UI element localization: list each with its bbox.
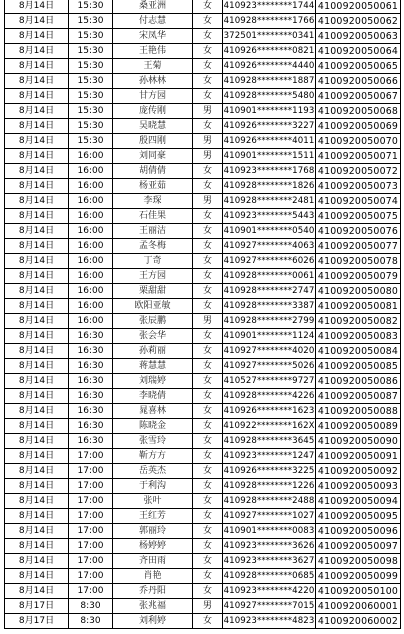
name-cell[interactable]: 杨婷婷: [113, 539, 193, 554]
date-cell[interactable]: 8月14日: [5, 569, 69, 584]
gender-cell[interactable]: 女: [193, 344, 223, 359]
time-cell[interactable]: 16:00: [69, 314, 113, 329]
ticket-number-cell[interactable]: 4100920050079: [316, 269, 401, 284]
ticket-number-cell[interactable]: 4100920050091: [316, 449, 401, 464]
table-row: [5, 164, 401, 179]
date-cell[interactable]: 8月14日: [5, 194, 69, 209]
ticket-number-cell[interactable]: 4100920050100: [316, 584, 401, 599]
table-row: [5, 14, 401, 29]
date-cell[interactable]: 8月14日: [5, 494, 69, 509]
ticket-number-cell[interactable]: 4100920050074: [316, 194, 401, 209]
date-cell[interactable]: 8月14日: [5, 104, 69, 119]
date-cell[interactable]: 8月14日: [5, 464, 69, 479]
name-cell[interactable]: 张兆福: [113, 599, 193, 614]
time-cell[interactable]: 17:00: [69, 464, 113, 479]
time-cell[interactable]: 17:00: [69, 509, 113, 524]
date-cell[interactable]: 8月14日: [5, 239, 69, 254]
gender-cell[interactable]: 女: [193, 389, 223, 404]
gender-cell[interactable]: 女: [193, 119, 223, 134]
ticket-number-cell[interactable]: 4100920050084: [316, 344, 401, 359]
exam-schedule-table: [4, 0, 401, 629]
name-cell[interactable]: 孙莉丽: [113, 344, 193, 359]
ticket-number-cell[interactable]: 4100920050086: [316, 374, 401, 389]
ticket-number-cell[interactable]: 4100920050087: [316, 389, 401, 404]
gender-cell[interactable]: 男: [193, 149, 223, 164]
id-number-cell[interactable]: 410928********3387: [223, 299, 316, 314]
date-cell[interactable]: 8月14日: [5, 539, 69, 554]
name-cell[interactable]: 岳英杰: [113, 464, 193, 479]
ticket-number-cell[interactable]: 4100920050073: [316, 179, 401, 194]
date-cell[interactable]: 8月14日: [5, 14, 69, 29]
gender-cell[interactable]: 女: [193, 449, 223, 464]
time-cell[interactable]: 15:30: [69, 59, 113, 74]
id-number-cell[interactable]: 410926********4440: [223, 59, 316, 74]
id-number-cell[interactable]: 410928********1826: [223, 179, 316, 194]
time-cell[interactable]: 15:30: [69, 14, 113, 29]
name-cell[interactable]: 王红芳: [113, 509, 193, 524]
name-cell[interactable]: 张雪玲: [113, 434, 193, 449]
ticket-number-cell[interactable]: 4100920050068: [316, 104, 401, 119]
time-cell[interactable]: 16:30: [69, 419, 113, 434]
id-number-cell[interactable]: 410926********1623: [223, 404, 316, 419]
table-row: [5, 74, 401, 89]
table-row: [5, 329, 401, 344]
gender-cell[interactable]: 女: [193, 284, 223, 299]
id-number-cell[interactable]: 410901********1124: [223, 329, 316, 344]
gender-cell[interactable]: 女: [193, 509, 223, 524]
date-cell[interactable]: 8月14日: [5, 374, 69, 389]
name-cell[interactable]: 张会华: [113, 329, 193, 344]
name-cell[interactable]: 庞传刚: [113, 104, 193, 119]
table-row: [5, 179, 401, 194]
date-cell[interactable]: 8月14日: [5, 134, 69, 149]
ticket-number-cell[interactable]: 4100920050065: [316, 59, 401, 74]
date-cell[interactable]: 8月14日: [5, 164, 69, 179]
date-cell[interactable]: 8月14日: [5, 419, 69, 434]
name-cell[interactable]: 王菊: [113, 59, 193, 74]
gender-cell[interactable]: 女: [193, 614, 223, 629]
time-cell[interactable]: 16:00: [69, 239, 113, 254]
table-row: [5, 59, 401, 74]
date-cell[interactable]: 8月14日: [5, 269, 69, 284]
name-cell[interactable]: 王丽洁: [113, 224, 193, 239]
time-cell[interactable]: 15:30: [69, 89, 113, 104]
name-cell[interactable]: 甘方园: [113, 89, 193, 104]
id-number-cell[interactable]: 410923********5443: [223, 209, 316, 224]
ticket-number-cell[interactable]: 4100920050072: [316, 164, 401, 179]
table-row: [5, 359, 401, 374]
id-number-cell[interactable]: 410927********4063: [223, 239, 316, 254]
gender-cell[interactable]: 女: [193, 179, 223, 194]
time-cell[interactable]: 17:00: [69, 584, 113, 599]
date-cell[interactable]: 8月14日: [5, 359, 69, 374]
id-number-cell[interactable]: 410928********2799: [223, 314, 316, 329]
id-number-cell[interactable]: 410928********4226: [223, 389, 316, 404]
ticket-number-cell[interactable]: 4100920050062: [316, 14, 401, 29]
name-cell[interactable]: 张叶: [113, 494, 193, 509]
table-row: [5, 494, 401, 509]
ticket-number-cell[interactable]: 4100920050080: [316, 284, 401, 299]
name-cell[interactable]: 殷四刚: [113, 134, 193, 149]
time-cell[interactable]: 16:00: [69, 209, 113, 224]
id-number-cell[interactable]: 410923********3626: [223, 539, 316, 554]
table-row: [5, 554, 401, 569]
name-cell[interactable]: 付志慧: [113, 14, 193, 29]
time-cell[interactable]: 8:30: [69, 599, 113, 614]
gender-cell[interactable]: 女: [193, 164, 223, 179]
table-row: [5, 419, 401, 434]
table-row: [5, 509, 401, 524]
ticket-number-cell[interactable]: 4100920050094: [316, 494, 401, 509]
table-row: [5, 449, 401, 464]
ticket-number-cell[interactable]: 4100920050071: [316, 149, 401, 164]
id-number-cell[interactable]: 410927********4020: [223, 344, 316, 359]
name-cell[interactable]: 吴晓慧: [113, 119, 193, 134]
gender-cell[interactable]: 女: [193, 329, 223, 344]
gender-cell[interactable]: 女: [193, 269, 223, 284]
name-cell[interactable]: 王艳伟: [113, 44, 193, 59]
gender-cell[interactable]: 女: [193, 224, 223, 239]
id-number-cell[interactable]: 410926********3227: [223, 119, 316, 134]
ticket-number-cell[interactable]: 4100920050070: [316, 134, 401, 149]
name-cell[interactable]: 刘利婷: [113, 614, 193, 629]
name-cell[interactable]: 肖艳: [113, 569, 193, 584]
id-number-cell[interactable]: 410923********3627: [223, 554, 316, 569]
time-cell[interactable]: 16:30: [69, 404, 113, 419]
ticket-number-cell[interactable]: 4100920050078: [316, 254, 401, 269]
date-cell[interactable]: 8月14日: [5, 509, 69, 524]
gender-cell[interactable]: 女: [193, 539, 223, 554]
id-number-cell[interactable]: 410926********4011: [223, 134, 316, 149]
gender-cell[interactable]: 女: [193, 374, 223, 389]
time-cell[interactable]: 17:00: [69, 569, 113, 584]
time-cell[interactable]: 16:00: [69, 284, 113, 299]
ticket-number-cell[interactable]: 4100920050083: [316, 329, 401, 344]
id-number-cell[interactable]: 410923********4220: [223, 584, 316, 599]
time-cell[interactable]: 17:00: [69, 524, 113, 539]
table-row: [5, 224, 401, 239]
date-cell[interactable]: 8月17日: [5, 599, 69, 614]
table-row: [5, 209, 401, 224]
table-row: [5, 254, 401, 269]
time-cell[interactable]: 15:30: [69, 74, 113, 89]
time-cell[interactable]: 15:30: [69, 119, 113, 134]
date-cell[interactable]: 8月14日: [5, 224, 69, 239]
time-cell[interactable]: 17:00: [69, 479, 113, 494]
gender-cell[interactable]: 女: [193, 29, 223, 44]
gender-cell[interactable]: 女: [193, 584, 223, 599]
date-cell[interactable]: 8月14日: [5, 329, 69, 344]
date-cell[interactable]: 8月14日: [5, 119, 69, 134]
table-row: [5, 344, 401, 359]
ticket-number-cell[interactable]: 4100920060002: [316, 614, 401, 629]
name-cell[interactable]: 李琛: [113, 194, 193, 209]
date-cell[interactable]: 8月14日: [5, 179, 69, 194]
ticket-number-cell[interactable]: 4100920050075: [316, 209, 401, 224]
id-number-cell[interactable]: 410923********1768: [223, 164, 316, 179]
gender-cell[interactable]: 男: [193, 134, 223, 149]
table-row: [5, 104, 401, 119]
date-cell[interactable]: 8月14日: [5, 59, 69, 74]
id-number-cell[interactable]: 410923********1247: [223, 449, 316, 464]
id-number-cell[interactable]: 410901********0083: [223, 524, 316, 539]
gender-cell[interactable]: 男: [193, 314, 223, 329]
ticket-number-cell[interactable]: 4100920050096: [316, 524, 401, 539]
table-row: [5, 119, 401, 134]
name-cell[interactable]: 齐田雨: [113, 554, 193, 569]
table-row: [5, 569, 401, 584]
time-cell[interactable]: 16:00: [69, 149, 113, 164]
gender-cell[interactable]: 女: [193, 464, 223, 479]
name-cell[interactable]: 胡倩倩: [113, 164, 193, 179]
date-cell[interactable]: 8月14日: [5, 254, 69, 269]
table-row: [5, 314, 401, 329]
table-row: [5, 134, 401, 149]
name-cell[interactable]: 宋凤华: [113, 29, 193, 44]
time-cell[interactable]: 16:30: [69, 374, 113, 389]
ticket-number-cell[interactable]: 4100920050098: [316, 554, 401, 569]
table-row: [5, 524, 401, 539]
time-cell[interactable]: 17:00: [69, 554, 113, 569]
date-cell[interactable]: 8月14日: [5, 524, 69, 539]
time-cell[interactable]: 17:00: [69, 539, 113, 554]
time-cell[interactable]: 8:30: [69, 614, 113, 629]
name-cell[interactable]: 陈晓金: [113, 419, 193, 434]
time-cell[interactable]: 17:00: [69, 449, 113, 464]
date-cell[interactable]: 8月14日: [5, 554, 69, 569]
time-cell[interactable]: 16:30: [69, 389, 113, 404]
date-cell[interactable]: 8月14日: [5, 389, 69, 404]
table-row: [5, 284, 401, 299]
table-row: [5, 239, 401, 254]
name-cell[interactable]: 丁奇: [113, 254, 193, 269]
gender-cell[interactable]: 女: [193, 209, 223, 224]
gender-cell[interactable]: 女: [193, 239, 223, 254]
gender-cell[interactable]: 女: [193, 479, 223, 494]
ticket-number-cell[interactable]: 4100920050099: [316, 569, 401, 584]
id-number-cell[interactable]: 410928********2488: [223, 494, 316, 509]
ticket-number-cell[interactable]: 4100920050061: [316, 0, 401, 14]
time-cell[interactable]: 16:00: [69, 299, 113, 314]
gender-cell[interactable]: 女: [193, 299, 223, 314]
gender-cell[interactable]: 女: [193, 254, 223, 269]
date-cell[interactable]: 8月14日: [5, 449, 69, 464]
gender-cell[interactable]: 女: [193, 524, 223, 539]
ticket-number-cell[interactable]: 4100920050076: [316, 224, 401, 239]
date-cell[interactable]: 8月14日: [5, 314, 69, 329]
ticket-number-cell[interactable]: 4100920050097: [316, 539, 401, 554]
id-number-cell[interactable]: 410923********1744: [223, 0, 316, 14]
id-number-cell[interactable]: 410928********1766: [223, 14, 316, 29]
id-number-cell[interactable]: 410927********7015: [223, 599, 316, 614]
id-number-cell[interactable]: 410527********9727: [223, 374, 316, 389]
id-number-cell[interactable]: 410901********0540: [223, 224, 316, 239]
table-row: [5, 0, 401, 14]
ticket-number-cell[interactable]: 4100920050093: [316, 479, 401, 494]
name-cell[interactable]: 郭丽玲: [113, 524, 193, 539]
table-row: [5, 374, 401, 389]
table-row: [5, 464, 401, 479]
date-cell[interactable]: 8月14日: [5, 434, 69, 449]
ticket-number-cell[interactable]: 4100920050064: [316, 44, 401, 59]
gender-cell[interactable]: 女: [193, 74, 223, 89]
time-cell[interactable]: 16:00: [69, 254, 113, 269]
time-cell[interactable]: 17:00: [69, 494, 113, 509]
ticket-number-cell[interactable]: 4100920050067: [316, 89, 401, 104]
gender-cell[interactable]: 女: [193, 44, 223, 59]
date-cell[interactable]: 8月14日: [5, 0, 69, 14]
table-row: [5, 89, 401, 104]
time-cell[interactable]: 15:30: [69, 134, 113, 149]
name-cell[interactable]: 蒋慧慧: [113, 359, 193, 374]
table-row: [5, 389, 401, 404]
table-row: [5, 539, 401, 554]
date-cell[interactable]: 8月14日: [5, 89, 69, 104]
date-cell[interactable]: 8月14日: [5, 209, 69, 224]
name-cell[interactable]: 于利沟: [113, 479, 193, 494]
gender-cell[interactable]: 男: [193, 104, 223, 119]
gender-cell[interactable]: 女: [193, 404, 223, 419]
ticket-number-cell[interactable]: 4100920050088: [316, 404, 401, 419]
id-number-cell[interactable]: 410928********5480: [223, 89, 316, 104]
gender-cell[interactable]: 女: [193, 434, 223, 449]
name-cell[interactable]: 乔丹阳: [113, 584, 193, 599]
gender-cell[interactable]: 女: [193, 494, 223, 509]
id-number-cell[interactable]: 410928********3645: [223, 434, 316, 449]
ticket-number-cell[interactable]: 4100920050092: [316, 464, 401, 479]
date-cell[interactable]: 8月14日: [5, 149, 69, 164]
table-row: [5, 614, 401, 629]
ticket-number-cell[interactable]: 4100920050066: [316, 74, 401, 89]
ticket-number-cell[interactable]: 4100920050090: [316, 434, 401, 449]
time-cell[interactable]: 16:30: [69, 359, 113, 374]
id-number-cell[interactable]: 410926********0821: [223, 44, 316, 59]
name-cell[interactable]: 张辰鹏: [113, 314, 193, 329]
name-cell[interactable]: 晁喜林: [113, 404, 193, 419]
id-number-cell[interactable]: 410926********3225: [223, 464, 316, 479]
name-cell[interactable]: 靳方方: [113, 449, 193, 464]
id-number-cell[interactable]: 410928********0061: [223, 269, 316, 284]
id-number-cell[interactable]: 410901********1193: [223, 104, 316, 119]
ticket-number-cell[interactable]: 4100920050081: [316, 299, 401, 314]
table-row: [5, 599, 401, 614]
date-cell[interactable]: 8月14日: [5, 404, 69, 419]
time-cell[interactable]: 16:00: [69, 224, 113, 239]
name-cell[interactable]: 刘同豪: [113, 149, 193, 164]
table-row: [5, 434, 401, 449]
time-cell[interactable]: 16:00: [69, 164, 113, 179]
name-cell[interactable]: 孙林林: [113, 74, 193, 89]
id-number-cell[interactable]: 410922********162X: [223, 419, 316, 434]
name-cell[interactable]: 刘瑞婷: [113, 374, 193, 389]
name-cell[interactable]: 石佳果: [113, 209, 193, 224]
id-number-cell[interactable]: 410928********1226: [223, 479, 316, 494]
id-number-cell[interactable]: 410927********5026: [223, 359, 316, 374]
id-number-cell[interactable]: 410928********1887: [223, 74, 316, 89]
id-number-cell[interactable]: 410928********2747: [223, 284, 316, 299]
table-row: [5, 149, 401, 164]
table-row: [5, 269, 401, 284]
id-number-cell[interactable]: 372501********0341: [223, 29, 316, 44]
table-row: [5, 194, 401, 209]
gender-cell[interactable]: 女: [193, 359, 223, 374]
date-cell[interactable]: 8月14日: [5, 299, 69, 314]
name-cell[interactable]: 李晓倩: [113, 389, 193, 404]
ticket-number-cell[interactable]: 4100920060001: [316, 599, 401, 614]
time-cell[interactable]: 15:30: [69, 0, 113, 14]
ticket-number-cell[interactable]: 4100920050077: [316, 239, 401, 254]
time-cell[interactable]: 15:30: [69, 104, 113, 119]
name-cell[interactable]: 欧阳亚敏: [113, 299, 193, 314]
date-cell[interactable]: 8月14日: [5, 479, 69, 494]
name-cell[interactable]: 桑亚洲: [113, 0, 193, 14]
ticket-number-cell[interactable]: 4100920050069: [316, 119, 401, 134]
ticket-number-cell[interactable]: 4100920050089: [316, 419, 401, 434]
gender-cell[interactable]: 女: [193, 569, 223, 584]
gender-cell[interactable]: 女: [193, 14, 223, 29]
time-cell[interactable]: 16:00: [69, 179, 113, 194]
time-cell[interactable]: 15:30: [69, 44, 113, 59]
table-row: [5, 584, 401, 599]
gender-cell[interactable]: 女: [193, 554, 223, 569]
date-cell[interactable]: 8月14日: [5, 74, 69, 89]
time-cell[interactable]: 16:00: [69, 194, 113, 209]
name-cell[interactable]: 王方园: [113, 269, 193, 284]
time-cell[interactable]: 15:30: [69, 29, 113, 44]
gender-cell[interactable]: 男: [193, 194, 223, 209]
id-number-cell[interactable]: 410927********6026: [223, 254, 316, 269]
table-row: [5, 404, 401, 419]
time-cell[interactable]: 16:30: [69, 344, 113, 359]
id-number-cell[interactable]: 410928********0685: [223, 569, 316, 584]
ticket-number-cell[interactable]: 4100920050085: [316, 359, 401, 374]
date-cell[interactable]: 8月14日: [5, 584, 69, 599]
gender-cell[interactable]: 女: [193, 89, 223, 104]
table-row: [5, 299, 401, 314]
name-cell[interactable]: 孟冬梅: [113, 239, 193, 254]
table-row: [5, 479, 401, 494]
gender-cell[interactable]: 女: [193, 0, 223, 14]
gender-cell[interactable]: 男: [193, 599, 223, 614]
id-number-cell[interactable]: 410927********1027: [223, 509, 316, 524]
ticket-number-cell[interactable]: 4100920050082: [316, 314, 401, 329]
name-cell[interactable]: 栗甜甜: [113, 284, 193, 299]
id-number-cell[interactable]: 410901********1511: [223, 149, 316, 164]
gender-cell[interactable]: 女: [193, 59, 223, 74]
ticket-number-cell[interactable]: 4100920050063: [316, 29, 401, 44]
date-cell[interactable]: 8月14日: [5, 44, 69, 59]
id-number-cell[interactable]: 410923********4823: [223, 614, 316, 629]
date-cell[interactable]: 8月14日: [5, 344, 69, 359]
table-row: [5, 44, 401, 59]
id-number-cell[interactable]: 410928********2481: [223, 194, 316, 209]
date-cell[interactable]: 8月17日: [5, 614, 69, 629]
date-cell[interactable]: 8月14日: [5, 29, 69, 44]
time-cell[interactable]: 16:00: [69, 269, 113, 284]
ticket-number-cell[interactable]: 4100920050095: [316, 509, 401, 524]
name-cell[interactable]: 杨亚茹: [113, 179, 193, 194]
time-cell[interactable]: 16:30: [69, 434, 113, 449]
date-cell[interactable]: 8月14日: [5, 284, 69, 299]
gender-cell[interactable]: 女: [193, 419, 223, 434]
time-cell[interactable]: 16:30: [69, 329, 113, 344]
table-row: [5, 29, 401, 44]
